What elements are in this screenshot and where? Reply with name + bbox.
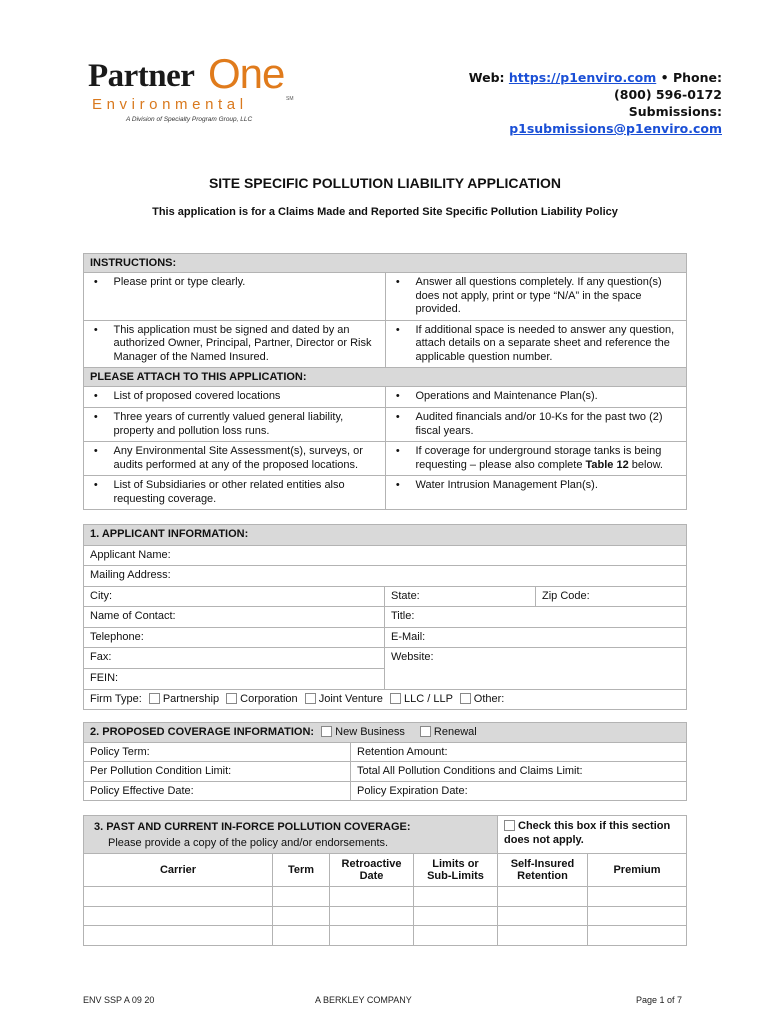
bullet: • xyxy=(84,387,108,408)
column-retroactive-date: Retroactive Date xyxy=(330,854,414,887)
attach-item: List of proposed covered locations xyxy=(108,387,386,408)
past-coverage-section xyxy=(83,815,687,946)
instructions-header: INSTRUCTIONS: xyxy=(84,254,687,273)
website-field[interactable]: Website: xyxy=(385,648,687,690)
term-cell[interactable] xyxy=(273,906,330,926)
retro-date-cell[interactable] xyxy=(330,887,414,907)
bullet: • xyxy=(660,70,669,85)
logo-partner-text: Partner xyxy=(88,58,195,94)
joint-venture-checkbox[interactable] xyxy=(305,693,316,704)
sir-cell[interactable] xyxy=(498,887,588,907)
term-cell[interactable] xyxy=(273,887,330,907)
instruction-item: This application must be signed and dated by an authorized Owner, Principal, Partner, Director or Risk Manager of the Named Insured. xyxy=(108,320,386,368)
retro-date-cell[interactable] xyxy=(330,906,414,926)
column-term: Term xyxy=(273,854,330,887)
past-header-cell xyxy=(84,816,498,854)
column-self-insured-retention: Self-Insured Retention xyxy=(498,854,588,887)
coverage-header-row xyxy=(84,723,687,743)
bullet: • xyxy=(84,476,108,510)
table-row xyxy=(84,887,687,907)
bullet: • xyxy=(386,476,410,510)
not-applicable-cell xyxy=(498,816,687,854)
sir-cell[interactable] xyxy=(498,906,588,926)
premium-cell[interactable] xyxy=(588,926,687,946)
expiration-date-field[interactable]: Policy Expiration Date: xyxy=(351,781,687,801)
partnership-label: Partnership xyxy=(162,692,220,705)
attach-item-suffix: below. xyxy=(628,458,663,471)
fein-field[interactable]: FEIN: xyxy=(84,669,385,690)
retention-amount-field[interactable]: Retention Amount: xyxy=(351,742,687,762)
page-title: SITE SPECIFIC POLLUTION LIABILITY APPLICATION xyxy=(208,175,562,191)
limits-cell[interactable] xyxy=(414,926,498,946)
retro-date-cell[interactable] xyxy=(330,926,414,946)
partnership-checkbox[interactable] xyxy=(149,693,160,704)
contact-block xyxy=(469,69,722,137)
premium-cell[interactable] xyxy=(588,887,687,907)
table-row xyxy=(84,926,687,946)
llc-llp-checkbox[interactable] xyxy=(390,693,401,704)
title-field[interactable]: Title: xyxy=(385,607,687,628)
attach-header: PLEASE ATTACH TO THIS APPLICATION: xyxy=(84,368,687,387)
limits-cell[interactable] xyxy=(414,906,498,926)
state-field[interactable]: State: xyxy=(385,586,536,607)
sir-cell[interactable] xyxy=(498,926,588,946)
table-12-ref: Table 12 xyxy=(585,458,629,471)
llc-llp-label: LLC / LLP xyxy=(403,692,453,705)
contact-name-field[interactable]: Name of Contact: xyxy=(84,607,385,628)
coverage-header: 2. PROPOSED COVERAGE INFORMATION: xyxy=(90,726,315,738)
form-id: ENV SSP A 09 20 xyxy=(83,995,155,1005)
bullet: • xyxy=(84,442,108,476)
zip-code-field[interactable]: Zip Code: xyxy=(536,586,687,607)
bullet: • xyxy=(386,387,410,408)
corporation-checkbox[interactable] xyxy=(226,693,237,704)
effective-date-field[interactable]: Policy Effective Date: xyxy=(84,781,351,801)
logo-one-text: One xyxy=(208,50,285,97)
new-business-label: New Business xyxy=(335,726,405,738)
not-applicable-label: Check this box if this section does not apply. xyxy=(504,820,671,846)
bullet: • xyxy=(386,442,410,476)
column-limits: Limits or Sub-Limits xyxy=(414,854,498,887)
instructions-section xyxy=(83,253,687,510)
bullet: • xyxy=(84,320,108,368)
fax-field[interactable]: Fax: xyxy=(84,648,385,669)
bullet: • xyxy=(84,408,108,442)
applicant-name-field[interactable]: Applicant Name: xyxy=(84,545,687,566)
coverage-section xyxy=(83,722,687,801)
submissions-email-link[interactable]: p1submissions@p1enviro.com xyxy=(509,121,722,136)
submissions-label: Submissions: xyxy=(628,104,722,119)
carrier-cell[interactable] xyxy=(84,906,273,926)
joint-venture-label: Joint Venture xyxy=(318,692,383,705)
bullet: • xyxy=(84,273,108,321)
attach-item: Three years of currently valued general liability, property and pollution loss runs. xyxy=(108,408,386,442)
instruction-item: If additional space is needed to answer any question, attach details on a separate sheet and reference the applicable question number. xyxy=(410,320,687,368)
attach-item-text: If coverage for underground storage tanks is being requesting – please also complete xyxy=(415,445,662,471)
city-field[interactable]: City: xyxy=(84,586,385,607)
corporation-label: Corporation xyxy=(240,692,298,705)
firm-type-label: Firm Type: xyxy=(90,692,142,705)
carrier-cell[interactable] xyxy=(84,926,273,946)
other-label: Other: xyxy=(473,692,505,705)
past-note: Please provide a copy of the policy and/or endorsements. xyxy=(108,837,389,849)
table-row xyxy=(84,906,687,926)
column-carrier: Carrier xyxy=(84,854,273,887)
total-limit-field[interactable]: Total All Pollution Conditions and Claims Limit: xyxy=(351,762,687,782)
other-checkbox[interactable] xyxy=(460,693,471,704)
bullet: • xyxy=(386,408,410,442)
phone-label: Phone: xyxy=(672,70,722,85)
applicant-header: 1. APPLICANT INFORMATION: xyxy=(84,525,687,546)
past-header: 3. PAST AND CURRENT IN-FORCE POLLUTION COVERAGE: xyxy=(94,821,411,833)
instruction-item: Please print or type clearly. xyxy=(108,273,386,321)
not-applicable-checkbox[interactable] xyxy=(504,820,515,831)
carrier-cell[interactable] xyxy=(84,887,273,907)
page-subtitle: This application is for a Claims Made and Reported Site Specific Pollution Liability Policy xyxy=(152,206,618,218)
firm-type-row xyxy=(84,689,687,710)
term-cell[interactable] xyxy=(273,926,330,946)
partnerone-logo xyxy=(88,52,303,132)
policy-term-field[interactable]: Policy Term: xyxy=(84,742,351,762)
attach-item: Operations and Maintenance Plan(s). xyxy=(410,387,687,408)
premium-cell[interactable] xyxy=(588,906,687,926)
attach-item: Any Environmental Site Assessment(s), surveys, or audits performed at any of the proposed locations. xyxy=(108,442,386,476)
attach-item xyxy=(410,442,687,476)
new-business-checkbox[interactable] xyxy=(321,726,332,737)
attach-item: List of Subsidiaries or other related entities also requesting coverage. xyxy=(108,476,386,510)
bullet: • xyxy=(386,320,410,368)
company-name: A BERKLEY COMPANY xyxy=(315,995,412,1005)
attach-item: Water Intrusion Management Plan(s). xyxy=(410,476,687,510)
bullet: • xyxy=(386,273,410,321)
renewal-label: Renewal xyxy=(433,726,477,738)
attach-item: Audited financials and/or 10-Ks for the past two (2) fiscal years. xyxy=(410,408,687,442)
page-number: Page 1 of 7 xyxy=(635,995,682,1005)
renewal-checkbox[interactable] xyxy=(420,726,431,737)
per-condition-limit-field[interactable]: Per Pollution Condition Limit: xyxy=(84,762,351,782)
telephone-field[interactable]: Telephone: xyxy=(84,627,385,648)
logo-service-mark: SM xyxy=(286,96,294,102)
web-link[interactable]: https://p1enviro.com xyxy=(508,70,657,85)
applicant-section xyxy=(83,524,687,710)
limits-cell[interactable] xyxy=(414,887,498,907)
column-premium: Premium xyxy=(588,854,687,887)
logo-environmental-text: Environmental xyxy=(92,96,248,113)
email-field[interactable]: E-Mail: xyxy=(385,627,687,648)
mailing-address-field[interactable]: Mailing Address: xyxy=(84,566,687,587)
web-label: Web: xyxy=(468,70,505,85)
instruction-item: Answer all questions completely. If any question(s) does not apply, print or type “N/A” in the space provided. xyxy=(410,273,687,321)
logo-tagline: A Division of Specialty Program Group, LLC xyxy=(126,116,253,123)
phone-number: (800) 596-0172 xyxy=(614,87,722,102)
